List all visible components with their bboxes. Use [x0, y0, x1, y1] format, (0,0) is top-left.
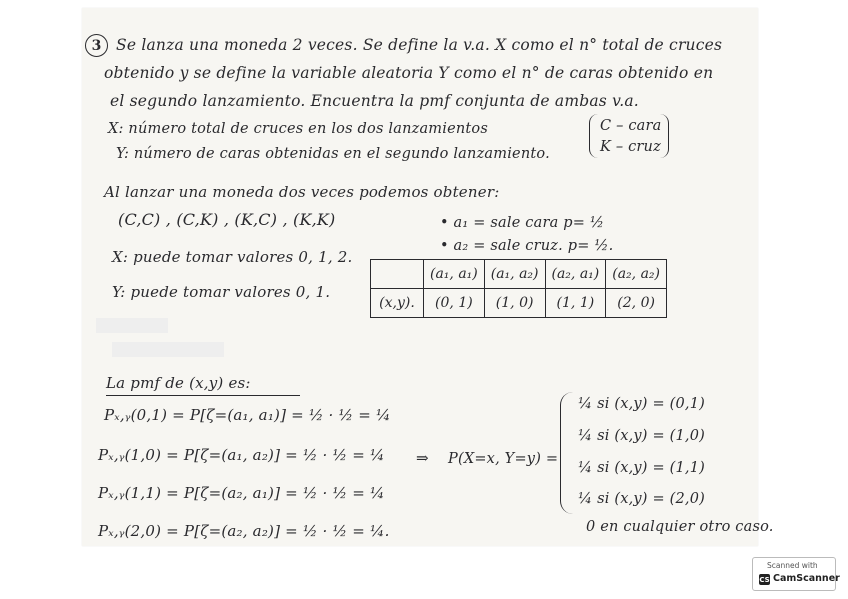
case-otherwise: 0 en cualquier otro caso. [586, 519, 774, 535]
table-header: (a₁, a₁) [424, 260, 485, 289]
table-header: (a₂, a₂) [606, 260, 667, 289]
pmf-heading: La pmf de (x,y) es: [106, 374, 251, 392]
outcome-table [370, 259, 667, 318]
joint-pmf-label: P(X=x, Y=y) = [448, 451, 559, 467]
pmf-line-1: Pₓ,ᵧ(0,1) = P[ζ=(a₁, a₁)] = ½ · ½ = ¼ [104, 406, 391, 424]
case-4: ¼ si (x,y) = (2,0) [578, 491, 705, 507]
table-cell: (1, 0) [484, 289, 545, 318]
intro-line-3: el segundo lanzamiento. Encuentra la pmf conjunta de ambas v.a. [110, 92, 639, 110]
redaction-bar [96, 318, 168, 333]
cases-brace [560, 392, 573, 514]
event-a2: • a₂ = sale cruz. p= ½. [440, 238, 614, 254]
camscanner-logo-icon: CS [759, 575, 770, 584]
x-values: X: puede tomar valores 0, 1, 2. [112, 248, 353, 266]
y-values: Y: puede tomar valores 0, 1. [112, 283, 331, 301]
table-corner [371, 260, 424, 289]
pmf-line-2: Pₓ,ᵧ(1,0) = P[ζ=(a₁, a₂)] = ½ · ½ = ¼ [98, 446, 385, 464]
case-3: ¼ si (x,y) = (1,1) [578, 460, 705, 476]
watermark-brand: CamScanner [773, 573, 840, 584]
table-header: (a₁, a₂) [484, 260, 545, 289]
case-1: ¼ si (x,y) = (0,1) [578, 396, 705, 412]
outcomes-heading: Al lanzar una moneda dos veces podemos obtener: [104, 183, 500, 201]
outcomes-list: (C,C) , (C,K) , (K,C) , (K,K) [118, 210, 336, 229]
pmf-line-3: Pₓ,ᵧ(1,1) = P[ζ=(a₂, a₁)] = ½ · ½ = ¼ [98, 484, 385, 502]
table-cell: (2, 0) [606, 289, 667, 318]
event-a1: • a₁ = sale cara p= ½ [440, 215, 605, 231]
implies-arrow-icon: ⇒ [416, 449, 429, 467]
legend-cruz: K – cruz [600, 139, 661, 155]
case-2: ¼ si (x,y) = (1,0) [578, 428, 705, 444]
table-header: (a₂, a₁) [545, 260, 606, 289]
table-row [371, 289, 667, 318]
table-cell: (0, 1) [424, 289, 485, 318]
watermark-caption: Scanned with [767, 561, 818, 570]
pmf-line-4: Pₓ,ᵧ(2,0) = P[ζ=(a₂, a₂)] = ½ · ½ = ¼. [98, 522, 390, 540]
heading-underline [106, 395, 300, 396]
camscanner-watermark [752, 557, 840, 591]
definition-y: Y: número de caras obtenidas en el segundo lanzamiento. [116, 146, 550, 162]
table-header-row [371, 260, 667, 289]
table-row-label: (x,y). [371, 289, 424, 318]
redaction-bar [112, 342, 224, 357]
intro-line-1: Se lanza una moneda 2 veces. Se define la v.a. X como el n° total de cruces [116, 36, 723, 54]
intro-line-2: obtenido y se define la variable aleatoria Y como el n° de caras obtenido en [104, 64, 714, 82]
legend-cara: C – cara [600, 118, 662, 134]
legend-brace-left [589, 114, 598, 158]
definition-x: X: número total de cruces en los dos lanzamientos [108, 121, 489, 137]
table-cell: (1, 1) [545, 289, 606, 318]
problem-number: 3 [85, 34, 108, 57]
